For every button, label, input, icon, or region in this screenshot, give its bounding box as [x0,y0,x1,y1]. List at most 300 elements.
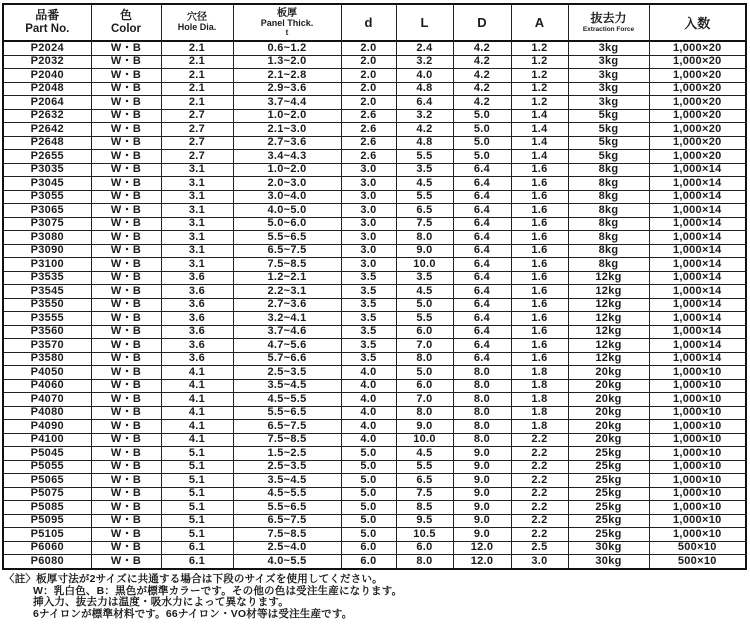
cell-L: 5.5 [396,312,453,326]
cell-hole_dia: 2.7 [161,136,233,150]
table-row [3,69,746,83]
cell-panel_thick: 4.5~5.5 [233,393,341,407]
header-d-label: d [364,15,373,30]
cell-A: 1.6 [511,285,568,299]
cell-panel_thick: 7.5~8.5 [233,528,341,542]
cell-panel_thick: 1.2~2.1 [233,271,341,285]
cell-color: W・B [91,474,161,488]
cell-color: W・B [91,460,161,474]
cell-color: W・B [91,231,161,245]
cell-A: 1.4 [511,150,568,164]
cell-qty: 1,000×14 [649,298,746,312]
cell-extraction: 3kg [568,41,649,55]
header-color-en: Color [110,22,142,35]
table-row [3,433,746,447]
cell-panel_thick: 7.5~8.5 [233,433,341,447]
cell-d: 3.0 [341,163,396,177]
cell-qty: 1,000×10 [649,433,746,447]
cell-color: W・B [91,244,161,258]
cell-part_no: P3055 [3,190,91,204]
cell-extraction: 20kg [568,379,649,393]
cell-part_no: P2064 [3,96,91,110]
table-row [3,271,746,285]
cell-color: W・B [91,514,161,528]
header-hole-dia-en: Hole Dia. [177,22,217,33]
cell-extraction: 20kg [568,406,649,420]
cell-qty: 500×10 [649,541,746,555]
cell-part_no: P5075 [3,487,91,501]
cell-hole_dia: 4.1 [161,366,233,380]
cell-d: 3.5 [341,325,396,339]
cell-extraction: 3kg [568,55,649,69]
cell-D: 5.0 [453,123,511,137]
cell-hole_dia: 2.1 [161,96,233,110]
cell-panel_thick: 2.1~3.0 [233,123,341,137]
cell-color: W・B [91,204,161,218]
cell-L: 4.8 [396,136,453,150]
cell-A: 1.6 [511,325,568,339]
cell-L: 7.5 [396,217,453,231]
cell-hole_dia: 3.6 [161,352,233,366]
cell-qty: 1,000×20 [649,136,746,150]
cell-d: 2.0 [341,69,396,83]
cell-D: 4.2 [453,41,511,55]
cell-L: 2.4 [396,41,453,55]
cell-color: W・B [91,447,161,461]
cell-qty: 1,000×20 [649,69,746,83]
cell-A: 1.6 [511,177,568,191]
cell-panel_thick: 2.5~3.5 [233,460,341,474]
cell-L: 6.4 [396,96,453,110]
cell-panel_thick: 7.5~8.5 [233,258,341,272]
cell-qty: 1,000×14 [649,312,746,326]
cell-panel_thick: 5.5~6.5 [233,501,341,515]
cell-D: 6.4 [453,258,511,272]
cell-extraction: 20kg [568,420,649,434]
cell-hole_dia: 3.1 [161,163,233,177]
cell-extraction: 8kg [568,217,649,231]
cell-panel_thick: 2.9~3.6 [233,82,341,96]
cell-qty: 1,000×10 [649,528,746,542]
cell-D: 6.4 [453,285,511,299]
table-row [3,420,746,434]
cell-extraction: 12kg [568,352,649,366]
footnote-line: W：乳白色、B：黒色が標準カラーです。その他の色は受注生産になります。 [33,584,403,597]
cell-A: 1.2 [511,69,568,83]
cell-d: 5.0 [341,447,396,461]
cell-d: 4.0 [341,433,396,447]
cell-color: W・B [91,528,161,542]
cell-D: 6.4 [453,204,511,218]
cell-L: 5.5 [396,460,453,474]
cell-hole_dia: 4.1 [161,406,233,420]
cell-L: 10.0 [396,433,453,447]
cell-qty: 1,000×10 [649,406,746,420]
cell-d: 2.6 [341,123,396,137]
cell-extraction: 25kg [568,447,649,461]
cell-panel_thick: 2.2~3.1 [233,285,341,299]
cell-D: 4.2 [453,55,511,69]
header-l [396,4,453,41]
cell-D: 6.4 [453,231,511,245]
cell-extraction: 8kg [568,163,649,177]
cell-extraction: 3kg [568,82,649,96]
header-a [511,4,568,41]
cell-A: 2.2 [511,501,568,515]
header-qty [649,4,746,41]
cell-D: 9.0 [453,514,511,528]
cell-hole_dia: 4.1 [161,420,233,434]
cell-hole_dia: 3.1 [161,204,233,218]
cell-d: 5.0 [341,474,396,488]
header-panel-thick-jp: 板厚 [277,8,297,20]
cell-A: 1.6 [511,190,568,204]
cell-D: 9.0 [453,501,511,515]
cell-A: 1.6 [511,244,568,258]
cell-D: 8.0 [453,379,511,393]
parts-spec-table [2,3,747,570]
cell-d: 3.5 [341,271,396,285]
cell-extraction: 8kg [568,244,649,258]
cell-part_no: P3545 [3,285,91,299]
cell-A: 1.8 [511,379,568,393]
cell-A: 1.2 [511,41,568,55]
cell-panel_thick: 4.5~5.5 [233,487,341,501]
table-row [3,393,746,407]
cell-panel_thick: 4.7~5.6 [233,339,341,353]
cell-d: 4.0 [341,393,396,407]
header-part-no [3,4,91,41]
cell-panel_thick: 1.3~2.0 [233,55,341,69]
header-hole-dia [161,4,233,41]
cell-L: 4.0 [396,69,453,83]
cell-color: W・B [91,555,161,569]
cell-extraction: 25kg [568,460,649,474]
cell-extraction: 12kg [568,325,649,339]
table-row [3,474,746,488]
cell-A: 1.6 [511,339,568,353]
cell-hole_dia: 5.1 [161,474,233,488]
cell-part_no: P3080 [3,231,91,245]
header-hole-dia-jp: 穴径 [187,12,207,24]
cell-part_no: P5085 [3,501,91,515]
cell-panel_thick: 2.7~3.6 [233,136,341,150]
cell-part_no: P4070 [3,393,91,407]
cell-hole_dia: 2.1 [161,69,233,83]
cell-L: 4.8 [396,82,453,96]
header-panel-thick-en: Panel Thick. [260,18,314,29]
cell-D: 9.0 [453,447,511,461]
cell-d: 3.5 [341,285,396,299]
cell-d: 2.6 [341,150,396,164]
cell-D: 4.2 [453,82,511,96]
table-row [3,136,746,150]
cell-D: 12.0 [453,555,511,569]
cell-color: W・B [91,352,161,366]
cell-part_no: P2024 [3,41,91,55]
cell-qty: 1,000×14 [649,339,746,353]
cell-L: 4.5 [396,447,453,461]
cell-color: W・B [91,325,161,339]
cell-qty: 1,000×14 [649,163,746,177]
cell-A: 1.6 [511,231,568,245]
table-row [3,244,746,258]
footnote-line: 〈註〉板厚寸法が2サイズに共通する場合は下段のサイズを使用してください。 [4,573,383,585]
cell-extraction: 20kg [568,433,649,447]
cell-A: 1.6 [511,163,568,177]
table-row [3,460,746,474]
footnotes [2,574,747,620]
cell-part_no: P6060 [3,541,91,555]
cell-hole_dia: 3.6 [161,325,233,339]
header-part-no-en: Part No. [25,22,70,35]
cell-d: 5.0 [341,514,396,528]
cell-hole_dia: 3.1 [161,190,233,204]
cell-color: W・B [91,82,161,96]
cell-color: W・B [91,123,161,137]
cell-d: 3.5 [341,352,396,366]
cell-color: W・B [91,393,161,407]
header-color-jp: 色 [119,7,132,22]
cell-A: 1.6 [511,312,568,326]
table-row [3,163,746,177]
cell-part_no: P3065 [3,204,91,218]
cell-part_no: P2648 [3,136,91,150]
cell-color: W・B [91,541,161,555]
cell-extraction: 12kg [568,298,649,312]
cell-color: W・B [91,55,161,69]
cell-d: 3.0 [341,190,396,204]
cell-hole_dia: 3.1 [161,217,233,231]
cell-panel_thick: 4.0~5.0 [233,204,341,218]
table-row [3,339,746,353]
cell-qty: 1,000×20 [649,109,746,123]
cell-qty: 1,000×14 [649,271,746,285]
cell-extraction: 3kg [568,69,649,83]
cell-color: W・B [91,339,161,353]
cell-A: 3.0 [511,555,568,569]
cell-extraction: 12kg [568,339,649,353]
cell-part_no: P3045 [3,177,91,191]
cell-L: 7.5 [396,487,453,501]
table-row [3,190,746,204]
cell-color: W・B [91,312,161,326]
cell-d: 3.0 [341,244,396,258]
footnote-line: 6ナイロンが標準材料です。66ナイロン・VO材等は受注生産です。 [33,607,353,620]
table-row [3,150,746,164]
table-row [3,406,746,420]
cell-d: 3.0 [341,231,396,245]
cell-d: 3.0 [341,204,396,218]
cell-d: 2.0 [341,41,396,55]
cell-L: 6.0 [396,541,453,555]
cell-L: 6.0 [396,379,453,393]
table-row [3,528,746,542]
cell-panel_thick: 2.1~2.8 [233,69,341,83]
cell-panel_thick: 6.5~7.5 [233,244,341,258]
cell-color: W・B [91,406,161,420]
cell-A: 1.4 [511,109,568,123]
cell-color: W・B [91,163,161,177]
cell-A: 1.2 [511,96,568,110]
cell-d: 6.0 [341,541,396,555]
cell-L: 5.5 [396,190,453,204]
cell-color: W・B [91,136,161,150]
cell-A: 1.6 [511,298,568,312]
cell-hole_dia: 3.6 [161,339,233,353]
table-row [3,41,746,55]
cell-hole_dia: 3.1 [161,231,233,245]
cell-hole_dia: 2.7 [161,109,233,123]
cell-A: 1.8 [511,406,568,420]
cell-D: 8.0 [453,406,511,420]
cell-panel_thick: 6.5~7.5 [233,420,341,434]
cell-color: W・B [91,298,161,312]
table-row [3,298,746,312]
cell-color: W・B [91,285,161,299]
cell-qty: 1,000×20 [649,123,746,137]
cell-L: 5.5 [396,150,453,164]
cell-qty: 1,000×10 [649,460,746,474]
cell-panel_thick: 3.0~4.0 [233,190,341,204]
cell-L: 5.0 [396,298,453,312]
cell-extraction: 12kg [568,285,649,299]
cell-extraction: 8kg [568,190,649,204]
cell-D: 9.0 [453,474,511,488]
cell-d: 2.6 [341,109,396,123]
table-row [3,501,746,515]
cell-hole_dia: 5.1 [161,460,233,474]
cell-qty: 1,000×10 [649,501,746,515]
cell-hole_dia: 5.1 [161,447,233,461]
cell-qty: 1,000×10 [649,514,746,528]
cell-L: 5.0 [396,366,453,380]
cell-qty: 1,000×10 [649,474,746,488]
cell-part_no: P4090 [3,420,91,434]
cell-L: 4.5 [396,177,453,191]
cell-d: 2.0 [341,96,396,110]
table-row [3,177,746,191]
cell-color: W・B [91,177,161,191]
cell-extraction: 12kg [568,312,649,326]
cell-extraction: 25kg [568,514,649,528]
cell-part_no: P6080 [3,555,91,569]
cell-hole_dia: 3.6 [161,312,233,326]
cell-D: 9.0 [453,460,511,474]
cell-part_no: P3555 [3,312,91,326]
cell-hole_dia: 3.6 [161,285,233,299]
cell-d: 4.0 [341,366,396,380]
cell-extraction: 12kg [568,271,649,285]
cell-extraction: 5kg [568,123,649,137]
cell-D: 6.4 [453,177,511,191]
cell-D: 5.0 [453,136,511,150]
footnote-line: 挿入力、抜去力は温度・吸水力によって異なります。 [33,596,289,608]
cell-part_no: P3560 [3,325,91,339]
cell-part_no: P5065 [3,474,91,488]
cell-panel_thick: 1.0~2.0 [233,109,341,123]
cell-panel_thick: 5.0~6.0 [233,217,341,231]
cell-part_no: P2632 [3,109,91,123]
header-color [91,4,161,41]
table-row [3,55,746,69]
cell-part_no: P2642 [3,123,91,137]
table-row [3,325,746,339]
cell-qty: 1,000×14 [649,204,746,218]
cell-A: 2.5 [511,541,568,555]
header-row [3,4,746,41]
cell-color: W・B [91,217,161,231]
cell-extraction: 8kg [568,231,649,245]
cell-d: 4.0 [341,406,396,420]
cell-panel_thick: 2.0~3.0 [233,177,341,191]
cell-A: 2.2 [511,433,568,447]
cell-D: 8.0 [453,433,511,447]
cell-hole_dia: 5.1 [161,528,233,542]
cell-extraction: 5kg [568,109,649,123]
cell-d: 4.0 [341,420,396,434]
cell-hole_dia: 2.1 [161,82,233,96]
cell-L: 3.5 [396,163,453,177]
cell-color: W・B [91,379,161,393]
header-qty-label: 入数 [684,16,711,31]
cell-qty: 1,000×10 [649,393,746,407]
cell-color: W・B [91,150,161,164]
cell-color: W・B [91,487,161,501]
cell-L: 8.5 [396,501,453,515]
header-part-no-jp: 品番 [35,7,60,22]
cell-panel_thick: 3.7~4.6 [233,325,341,339]
cell-panel_thick: 3.5~4.5 [233,474,341,488]
table-row [3,487,746,501]
header-d [341,4,396,41]
table-row [3,379,746,393]
cell-D: 8.0 [453,366,511,380]
cell-color: W・B [91,501,161,515]
cell-part_no: P4060 [3,379,91,393]
table-row [3,123,746,137]
cell-extraction: 8kg [568,204,649,218]
header-d-outer [453,4,511,41]
cell-part_no: P4050 [3,366,91,380]
cell-panel_thick: 5.7~6.6 [233,352,341,366]
cell-d: 3.0 [341,258,396,272]
table-body [3,41,746,569]
cell-part_no: P3090 [3,244,91,258]
cell-color: W・B [91,190,161,204]
cell-color: W・B [91,433,161,447]
header-a-label: A [534,15,545,30]
cell-panel_thick: 0.6~1.2 [233,41,341,55]
cell-A: 1.6 [511,258,568,272]
cell-hole_dia: 3.6 [161,298,233,312]
table-row [3,231,746,245]
cell-L: 10.0 [396,258,453,272]
cell-part_no: P3075 [3,217,91,231]
cell-hole_dia: 4.1 [161,433,233,447]
cell-qty: 1,000×20 [649,55,746,69]
cell-qty: 1,000×20 [649,41,746,55]
cell-panel_thick: 2.5~3.5 [233,366,341,380]
cell-extraction: 30kg [568,541,649,555]
cell-part_no: P4080 [3,406,91,420]
cell-hole_dia: 3.1 [161,177,233,191]
cell-A: 2.2 [511,474,568,488]
cell-D: 5.0 [453,150,511,164]
cell-color: W・B [91,420,161,434]
cell-D: 9.0 [453,487,511,501]
cell-D: 8.0 [453,393,511,407]
